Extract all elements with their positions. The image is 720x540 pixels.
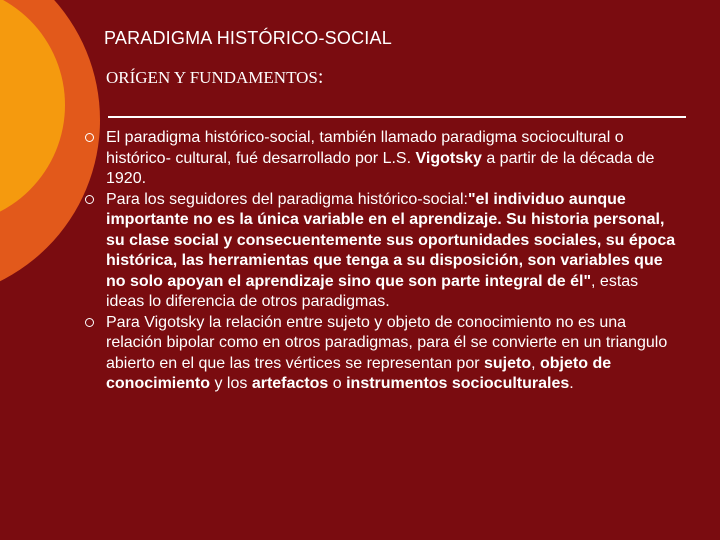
bullet-text: . xyxy=(569,375,574,392)
amber-circle-decoration xyxy=(0,0,65,225)
bold-text: Vigotsky xyxy=(415,149,482,167)
hollow-circle-bullet-icon xyxy=(85,195,94,204)
bullet-list xyxy=(84,128,680,395)
bullet-text: y los xyxy=(210,375,252,392)
bold-text: "el individuo aunque importante no es la única variable en el aprendizaje. Su historia personal, su clase social y consecuentemente sus oportunidades sociales, su época histórica, las herramientas que tenga a su disposición, son variables que no solo apoyan el aprendizaje sino que son parte integral de él" xyxy=(106,190,676,290)
bold-text: artefactos xyxy=(251,375,329,392)
bullet-text: Para los seguidores del paradigma histórico-social: xyxy=(106,190,468,208)
hollow-circle-bullet-icon xyxy=(85,318,94,327)
slide-title: PARADIGMA HISTÓRICO-SOCIAL xyxy=(104,28,392,48)
bold-text: instrumentos socioculturales xyxy=(346,375,570,392)
bold-text: sujeto xyxy=(483,354,532,372)
bullet-text: a partir de la década de 1920. xyxy=(106,149,655,187)
bullet-item-vigotsky-origin xyxy=(84,128,680,190)
bullet-text: , estas ideas lo diferencia de otros paradigmas. xyxy=(106,272,639,310)
bold-text: objeto de conocimiento xyxy=(106,354,612,392)
slide-subtitle xyxy=(106,66,323,89)
subtitle-text: ORÍGEN Y FUNDAMENTOS xyxy=(106,68,318,87)
bullet-text: El paradigma histórico-social, también llamado paradigma sociocultural o histórico- cultural, fué desarrollado por L.S. xyxy=(106,129,624,167)
hollow-circle-bullet-icon xyxy=(85,133,94,142)
bullet-item-followers-quote xyxy=(84,190,680,313)
title-divider xyxy=(108,116,686,118)
bullet-item-triangle xyxy=(84,313,680,395)
bullet-text: o xyxy=(328,375,347,392)
subtitle-colon: : xyxy=(317,66,324,88)
bullet-text: Para Vigotsky la relación entre sujeto y objeto de conocimiento no es una relación bipolar como en otros paradigmas, para él se convierte en un triangulo abierto en el que las tres vértices se representan por xyxy=(106,313,668,372)
bullet-text: , xyxy=(531,354,540,372)
